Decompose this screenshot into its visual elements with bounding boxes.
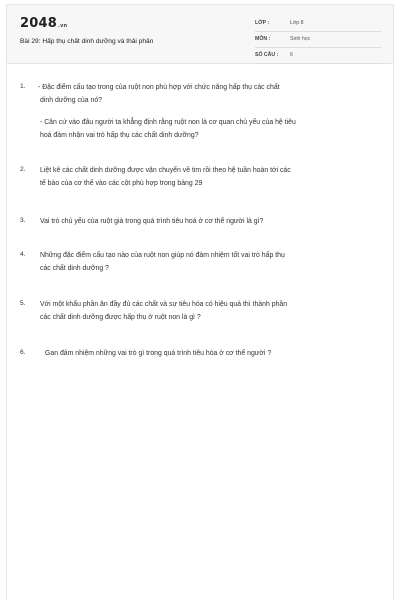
meta-value-subject: Sinh học [290,36,311,42]
meta-row-question-count [255,48,381,64]
site-logo[interactable] [20,17,67,33]
question-text-line: Những đặc điểm cấu tạo nào của ruột non giúp nó đảm nhiệm tốt vai trò hấp thụ [40,252,285,259]
question-number: 5. [20,300,26,307]
meta-label-question-count: SỐ CÂU : [255,52,279,58]
worksheet-header [7,5,393,64]
meta-row-subject [255,32,381,48]
meta-value-class: Lớp 8 [290,20,304,26]
question-number: 4. [20,251,26,258]
lesson-title: Bài 29: Hấp thụ chất dinh dưỡng và thải phân [20,38,154,45]
meta-label-class: LỚP : [255,20,270,26]
question-number: 3. [20,217,26,224]
logo-domain-text: .vn [57,23,68,29]
question-text-line: Với một khẩu phần ăn đầy đủ các chất và sự tiêu hóa có hiệu quả thì thành phần [40,301,288,308]
meta-row-class [255,16,381,32]
meta-label-subject: MÔN : [255,36,271,42]
question-text-line: tế bào của cơ thể vào các cột phù hợp trong bảng 29 [40,180,203,187]
question-text-line: - Đặc điểm cấu tạo trong của ruột non phù hợp với chức năng hấp thụ các chất [38,84,280,91]
question-text-line: - Căn cứ vào đâu người ta khẳng định rằng ruột non là cơ quan chủ yếu của hệ tiêu [40,119,296,126]
question-text-line: Liệt kê các chất dinh dưỡng được vận chuyển về tim rồi theo hệ tuần hoàn tới các [40,167,291,174]
meta-value-question-count: 6 [290,52,293,58]
question-text-line: các chất dinh dưỡng ? [40,265,109,272]
question-text-line: Vai trò chủ yếu của ruột già trong quá trình tiêu hoá ở cơ thể người là gì? [40,218,264,225]
worksheet-page [6,4,394,600]
question-number: 6. [20,349,26,356]
question-text-line: Gan đảm nhiệm những vai trò gì trong quá trình tiêu hóa ở cơ thể người ? [45,350,272,357]
question-text-line: dinh dưỡng của nó? [40,97,103,104]
logo-main-text: 2048 [20,16,57,31]
question-text-line: hoá đảm nhận vai trò hấp thụ các chất dinh dưỡng? [40,132,199,139]
worksheet-meta [255,16,381,64]
question-number: 1. [20,83,26,90]
question-text-line: các chất dinh dưỡng được hấp thụ ở ruột non là gì ? [40,314,201,321]
question-number: 2. [20,166,26,173]
